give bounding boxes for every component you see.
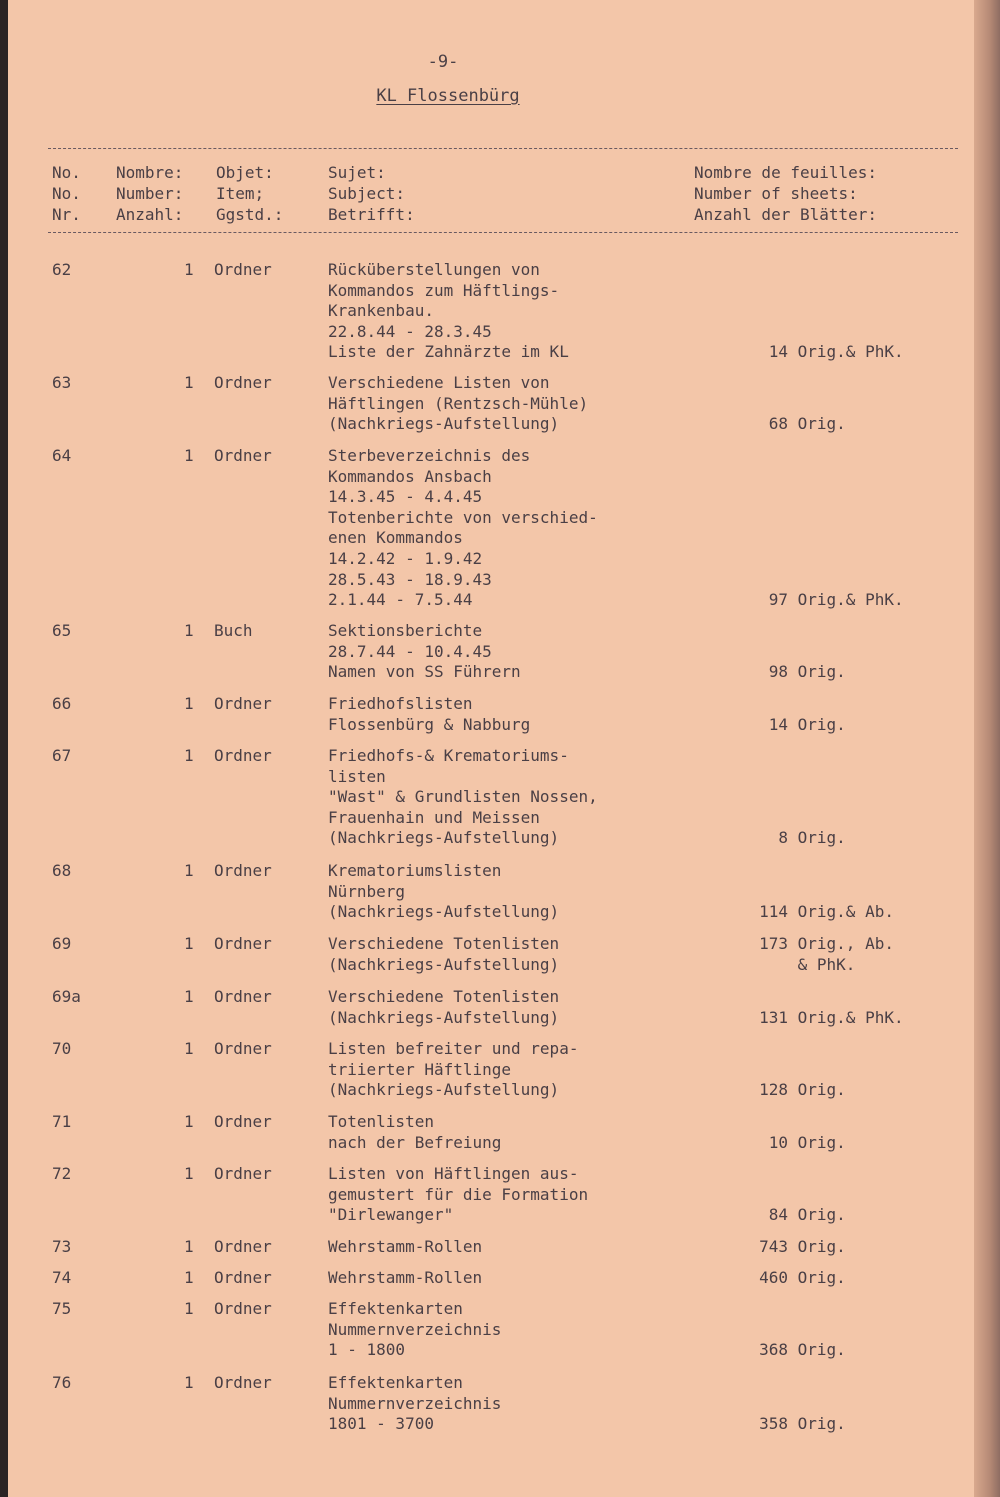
entry-number: 62 xyxy=(52,260,72,279)
sheet-count-line xyxy=(708,1008,958,1029)
page-edge xyxy=(974,0,1000,1497)
entry-sheets xyxy=(708,1008,958,1029)
entry-sheets xyxy=(708,342,958,363)
page-title xyxy=(8,86,888,106)
entry-number: 66 xyxy=(52,694,72,713)
sheet-type: Orig. xyxy=(788,1237,846,1256)
sheet-count: 8 xyxy=(778,828,788,848)
page-title-text: KL Flossenbürg xyxy=(376,86,520,106)
sheet-type: Orig.& PhK. xyxy=(788,590,904,610)
entry-subject-line: Frauenhain und Meissen xyxy=(328,807,540,827)
entry-subject-line: listen xyxy=(328,766,386,786)
entry-subject-line: Verschiedene Totenlisten xyxy=(328,934,560,953)
document-page xyxy=(8,0,974,1497)
sheet-type: Orig., Ab. xyxy=(788,934,894,953)
entry-count: 1 xyxy=(184,1268,194,1287)
entry-object: Ordner xyxy=(214,746,272,765)
entry-number: 64 xyxy=(52,446,72,465)
entry-subject-line: Rücküberstellungen von xyxy=(328,260,540,279)
entry-subject-line: Kommandos Ansbach xyxy=(328,466,492,486)
sheet-count-line xyxy=(708,414,958,435)
entry-subject-line: Häftlingen (Rentzsch-Mühle) xyxy=(328,393,589,413)
sheet-type: Orig. xyxy=(788,828,846,848)
entry-subject xyxy=(328,934,728,975)
entry-subject-line: Namen von SS Führern xyxy=(328,662,521,682)
sheet-type: Orig. xyxy=(788,1080,846,1100)
entry-count: 1 xyxy=(184,1112,194,1131)
entry-subject-line: enen Kommandos xyxy=(328,528,463,548)
sheet-count: 131 xyxy=(759,1007,788,1027)
entry-subject xyxy=(328,373,728,435)
entry-sheets xyxy=(708,715,958,736)
page-number: -9- xyxy=(427,52,459,72)
entry-sheets xyxy=(708,1205,958,1226)
entry-count: 1 xyxy=(184,1373,194,1392)
sheet-count-line xyxy=(708,1133,958,1154)
sheet-type: Orig. xyxy=(788,414,846,434)
sheet-count-line xyxy=(708,1268,958,1289)
sheet-count-line xyxy=(708,828,958,849)
entry-subject xyxy=(328,694,728,735)
entry-subject-line: (Nachkriegs-Aufstellung) xyxy=(328,1007,560,1027)
header-subject: Sujet: Subject: Betrifft: xyxy=(328,163,415,224)
entry-object: Ordner xyxy=(214,1373,272,1392)
entry-count: 1 xyxy=(184,621,194,640)
entry-number: 76 xyxy=(52,1373,72,1392)
entry-object: Ordner xyxy=(214,861,272,880)
entry-subject-line: Krematoriumslisten xyxy=(328,861,502,880)
entry-sheets xyxy=(708,1080,958,1101)
entry-subject xyxy=(328,1373,728,1435)
entry-subject-line: Totenberichte von verschied- xyxy=(328,507,598,527)
header-bottom-rule xyxy=(48,232,958,233)
entry-sheets xyxy=(708,1133,958,1154)
entry-number: 70 xyxy=(52,1039,72,1058)
sheet-count: 14 xyxy=(768,342,788,362)
sheet-count: 173 xyxy=(759,934,788,953)
entry-number: 75 xyxy=(52,1299,72,1318)
sheet-count-line xyxy=(708,590,958,611)
entry-subject xyxy=(328,1237,728,1258)
entry-subject-line: Totenlisten xyxy=(328,1112,434,1131)
entry-subject-line: Krankenbau. xyxy=(328,301,434,321)
header-object: Objet: Item; Ggstd.: xyxy=(216,163,284,224)
entry-object: Ordner xyxy=(214,446,272,465)
entry-subject-line: nach der Befreiung xyxy=(328,1132,502,1152)
entry-sheets xyxy=(708,1268,958,1289)
entry-subject xyxy=(328,621,728,683)
entry-subject-line: Nummernverzeichnis xyxy=(328,1393,502,1413)
entry-subject-line: "Wast" & Grundlisten Nossen, xyxy=(328,787,598,807)
sheet-count-line xyxy=(708,342,958,363)
entry-number: 67 xyxy=(52,746,72,765)
entry-subject xyxy=(328,987,728,1028)
entry-subject-line: Friedhofslisten xyxy=(328,694,473,713)
sheet-count: 14 xyxy=(768,714,788,734)
entry-sheets xyxy=(708,662,958,683)
entry-object: Ordner xyxy=(214,373,272,392)
sheet-type: Orig. xyxy=(788,714,846,734)
sheet-type: Orig. xyxy=(788,1205,846,1225)
entry-subject-line: 2.1.44 - 7.5.44 xyxy=(328,590,473,610)
entry-subject-line: Nummernverzeichnis xyxy=(328,1319,502,1339)
entry-subject-line: 14.2.42 - 1.9.42 xyxy=(328,548,483,568)
sheet-count-line xyxy=(708,955,958,976)
entry-count: 1 xyxy=(184,1164,194,1183)
entry-number: 74 xyxy=(52,1268,72,1287)
entry-subject-line: (Nachkriegs-Aufstellung) xyxy=(328,1080,560,1100)
sheet-type: & PhK. xyxy=(788,954,856,974)
sheet-count: 368 xyxy=(759,1340,788,1360)
entry-subject-line: 1 - 1800 xyxy=(328,1340,406,1360)
sheet-count: 460 xyxy=(759,1268,788,1287)
sheet-count: 10 xyxy=(768,1132,788,1152)
entry-subject-line: Wehrstamm-Rollen xyxy=(328,1268,483,1287)
entry-subject-line: 28.5.43 - 18.9.43 xyxy=(328,569,492,589)
sheet-count-line xyxy=(708,1414,958,1435)
entry-object: Ordner xyxy=(214,1268,272,1287)
entry-object: Buch xyxy=(214,621,253,640)
entry-subject-line: 22.8.44 - 28.3.45 xyxy=(328,321,492,341)
entry-count: 1 xyxy=(184,987,194,1006)
entry-number: 63 xyxy=(52,373,72,392)
entry-number: 69 xyxy=(52,934,72,953)
entry-object: Ordner xyxy=(214,934,272,953)
entry-count: 1 xyxy=(184,1039,194,1058)
sheet-count: 128 xyxy=(759,1080,788,1100)
sheet-type: Orig.& PhK. xyxy=(788,1007,904,1027)
entry-subject-line: Verschiedene Listen von xyxy=(328,373,550,392)
entry-subject xyxy=(328,1268,728,1289)
header-count: Nombre: Number: Anzahl: xyxy=(116,163,184,224)
entry-subject-line: Liste der Zahnärzte im KL xyxy=(328,342,569,362)
entry-subject xyxy=(328,746,728,849)
sheet-count-line xyxy=(708,1080,958,1101)
entry-subject-line: 14.3.45 - 4.4.45 xyxy=(328,487,483,507)
entry-count: 1 xyxy=(184,446,194,465)
entry-subject xyxy=(328,861,728,923)
sheet-type: Orig. xyxy=(788,1414,846,1434)
entry-subject xyxy=(328,446,728,611)
entry-subject xyxy=(328,260,728,363)
sheet-type: Orig. xyxy=(788,662,846,682)
entry-count: 1 xyxy=(184,694,194,713)
entry-subject-line: Listen von Häftlingen aus- xyxy=(328,1164,579,1183)
sheet-count: 98 xyxy=(768,662,788,682)
sheet-count-line xyxy=(708,934,958,955)
entry-subject-line: Flossenbürg & Nabburg xyxy=(328,714,531,734)
entry-sheets xyxy=(708,1340,958,1361)
entry-subject-line: (Nachkriegs-Aufstellung) xyxy=(328,954,560,974)
sheet-type: Orig. xyxy=(788,1340,846,1360)
entry-number: 65 xyxy=(52,621,72,640)
entry-subject-line: Effektenkarten xyxy=(328,1373,463,1392)
header-sheets: Nombre de feuilles: Number of sheets: Anzahl der Blätter: xyxy=(694,163,878,224)
entry-subject xyxy=(328,1299,728,1361)
sheet-count: 84 xyxy=(768,1205,788,1225)
entry-subject-line: Listen befreiter und repa- xyxy=(328,1039,579,1058)
entry-object: Ordner xyxy=(214,694,272,713)
entry-subject-line: Sterbeverzeichnis des xyxy=(328,446,531,465)
entry-object: Ordner xyxy=(214,1112,272,1131)
sheet-count-line xyxy=(708,662,958,683)
entry-subject-line: 28.7.44 - 10.4.45 xyxy=(328,641,492,661)
entry-number: 71 xyxy=(52,1112,72,1131)
header-top-rule xyxy=(48,148,958,149)
entry-subject-line: Kommandos zum Häftlings- xyxy=(328,280,560,300)
entry-object: Ordner xyxy=(214,1237,272,1256)
entry-subject xyxy=(328,1039,728,1101)
entry-number: 73 xyxy=(52,1237,72,1256)
entry-object: Ordner xyxy=(214,1299,272,1318)
entry-subject-line: (Nachkriegs-Aufstellung) xyxy=(328,414,560,434)
entry-number: 72 xyxy=(52,1164,72,1183)
entry-number: 68 xyxy=(52,861,72,880)
entry-subject-line: "Dirlewanger" xyxy=(328,1205,454,1225)
entry-subject-line: Sektionsberichte xyxy=(328,621,483,640)
sheet-type: Orig. xyxy=(788,1132,846,1152)
entry-object: Ordner xyxy=(214,1164,272,1183)
sheet-count-line xyxy=(708,1237,958,1258)
entry-subject-line: Friedhofs-& Krematoriums- xyxy=(328,746,569,765)
sheet-count-line xyxy=(708,902,958,923)
entry-sheets xyxy=(708,1237,958,1258)
entry-subject-line: Wehrstamm-Rollen xyxy=(328,1237,483,1256)
entry-count: 1 xyxy=(184,934,194,953)
sheet-count: 743 xyxy=(759,1237,788,1256)
entry-subject xyxy=(328,1164,728,1226)
entry-count: 1 xyxy=(184,373,194,392)
sheet-type: Orig. xyxy=(788,1268,846,1287)
entry-subject-line: (Nachkriegs-Aufstellung) xyxy=(328,902,560,922)
entry-count: 1 xyxy=(184,260,194,279)
entry-subject-line: (Nachkriegs-Aufstellung) xyxy=(328,828,560,848)
sheet-count: 114 xyxy=(759,902,788,922)
entry-count: 1 xyxy=(184,1299,194,1318)
entry-subject-line: gemustert für die Formation xyxy=(328,1184,589,1204)
entry-sheets xyxy=(708,414,958,435)
sheet-type: Orig.& PhK. xyxy=(788,342,904,362)
header-no: No. No. Nr. xyxy=(52,163,81,224)
entry-sheets xyxy=(708,934,958,975)
entry-sheets xyxy=(708,902,958,923)
entry-number: 69a xyxy=(52,987,81,1006)
entry-subject-line: Effektenkarten xyxy=(328,1299,463,1318)
entry-subject-line: 1801 - 3700 xyxy=(328,1414,434,1434)
entry-sheets xyxy=(708,590,958,611)
sheet-count-line xyxy=(708,1205,958,1226)
sheet-count-line xyxy=(708,715,958,736)
entry-subject-line: Nürnberg xyxy=(328,881,406,901)
entry-count: 1 xyxy=(184,861,194,880)
binding-edge xyxy=(0,0,8,1497)
entry-count: 1 xyxy=(184,746,194,765)
entry-subject xyxy=(328,1112,728,1153)
entry-sheets xyxy=(708,1414,958,1435)
entry-sheets xyxy=(708,828,958,849)
entry-subject-line: Verschiedene Totenlisten xyxy=(328,987,560,1006)
entry-object: Ordner xyxy=(214,987,272,1006)
sheet-count: 97 xyxy=(768,590,788,610)
sheet-type: Orig.& Ab. xyxy=(788,902,894,922)
sheet-count: 68 xyxy=(768,414,788,434)
sheet-count-line xyxy=(708,1340,958,1361)
sheet-count: 358 xyxy=(759,1414,788,1434)
entry-object: Ordner xyxy=(214,1039,272,1058)
entry-object: Ordner xyxy=(214,260,272,279)
entry-subject-line: triierter Häftlinge xyxy=(328,1059,512,1079)
entry-count: 1 xyxy=(184,1237,194,1256)
